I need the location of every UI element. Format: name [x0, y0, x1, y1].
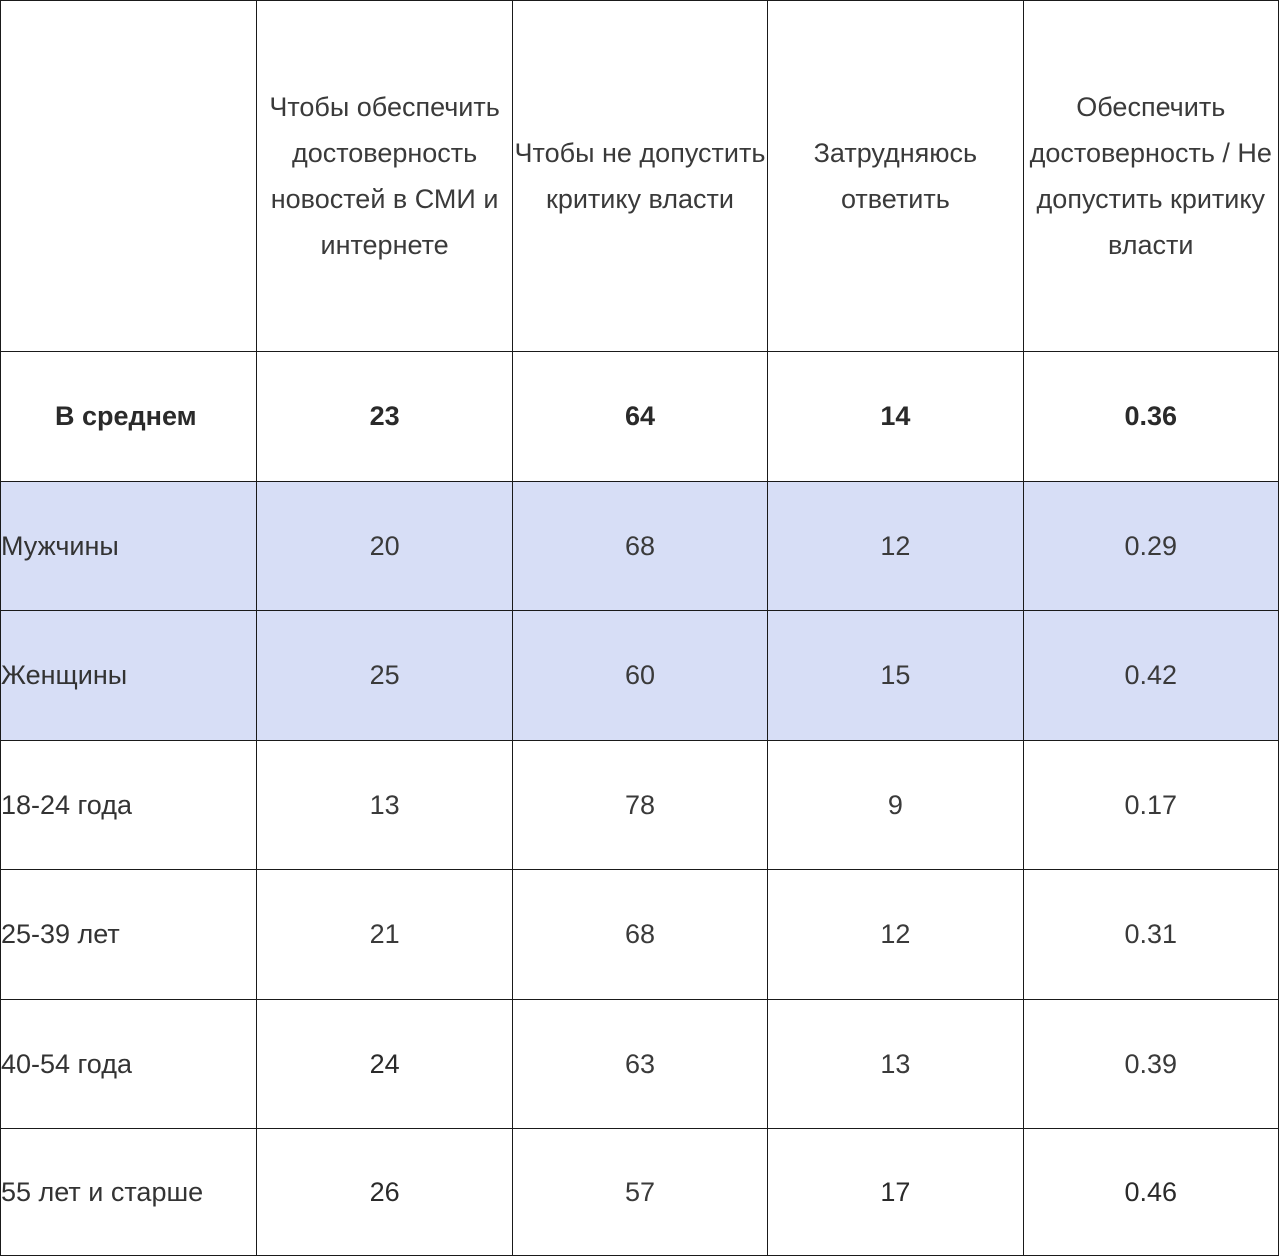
cell-value: 20	[257, 481, 512, 611]
cell-value: 17	[768, 1129, 1023, 1256]
table-row-men	[1, 481, 1279, 611]
cell-value: 0.46	[1023, 1129, 1278, 1256]
cell-value: 9	[768, 740, 1023, 870]
header-cell-empty	[1, 1, 257, 352]
cell-value: 14	[768, 352, 1023, 482]
cell-value: 24	[257, 999, 512, 1129]
table-row-average	[1, 352, 1279, 482]
table-row-age-25-39	[1, 870, 1279, 1000]
row-label: Женщины	[1, 611, 257, 741]
row-label: 40-54 года	[1, 999, 257, 1129]
row-label: 55 лет и старше	[1, 1129, 257, 1256]
header-cell-ensure-reliability: Чтобы обеспечить достоверность новостей в СМИ и интернете	[257, 1, 512, 352]
cell-value: 13	[768, 999, 1023, 1129]
table-header-row	[1, 1, 1279, 352]
row-label: В среднем	[1, 352, 257, 482]
cell-value: 0.17	[1023, 740, 1278, 870]
cell-value: 12	[768, 870, 1023, 1000]
cell-value: 63	[512, 999, 767, 1129]
cell-value: 0.36	[1023, 352, 1278, 482]
row-label: 18-24 года	[1, 740, 257, 870]
cell-value: 25	[257, 611, 512, 741]
cell-value: 13	[257, 740, 512, 870]
header-cell-prevent-criticism: Чтобы не допустить критику власти	[512, 1, 767, 352]
cell-value: 0.31	[1023, 870, 1278, 1000]
header-cell-hard-to-say: Затрудняюсь ответить	[768, 1, 1023, 352]
row-label: Мужчины	[1, 481, 257, 611]
table-row-age-55-plus	[1, 1129, 1279, 1256]
header-cell-ratio: Обеспечить достоверность / Не допустить критику власти	[1023, 1, 1278, 352]
cell-value: 15	[768, 611, 1023, 741]
cell-value: 68	[512, 870, 767, 1000]
cell-value: 57	[512, 1129, 767, 1256]
table-row-age-40-54	[1, 999, 1279, 1129]
cell-value: 23	[257, 352, 512, 482]
cell-value: 0.42	[1023, 611, 1278, 741]
cell-value: 0.29	[1023, 481, 1278, 611]
cell-value: 21	[257, 870, 512, 1000]
cell-value: 0.39	[1023, 999, 1278, 1129]
cell-value: 26	[257, 1129, 512, 1256]
cell-value: 60	[512, 611, 767, 741]
cell-value: 68	[512, 481, 767, 611]
cell-value: 12	[768, 481, 1023, 611]
row-label: 25-39 лет	[1, 870, 257, 1000]
cell-value: 64	[512, 352, 767, 482]
table-row-women	[1, 611, 1279, 741]
cell-value: 78	[512, 740, 767, 870]
table-row-age-18-24	[1, 740, 1279, 870]
